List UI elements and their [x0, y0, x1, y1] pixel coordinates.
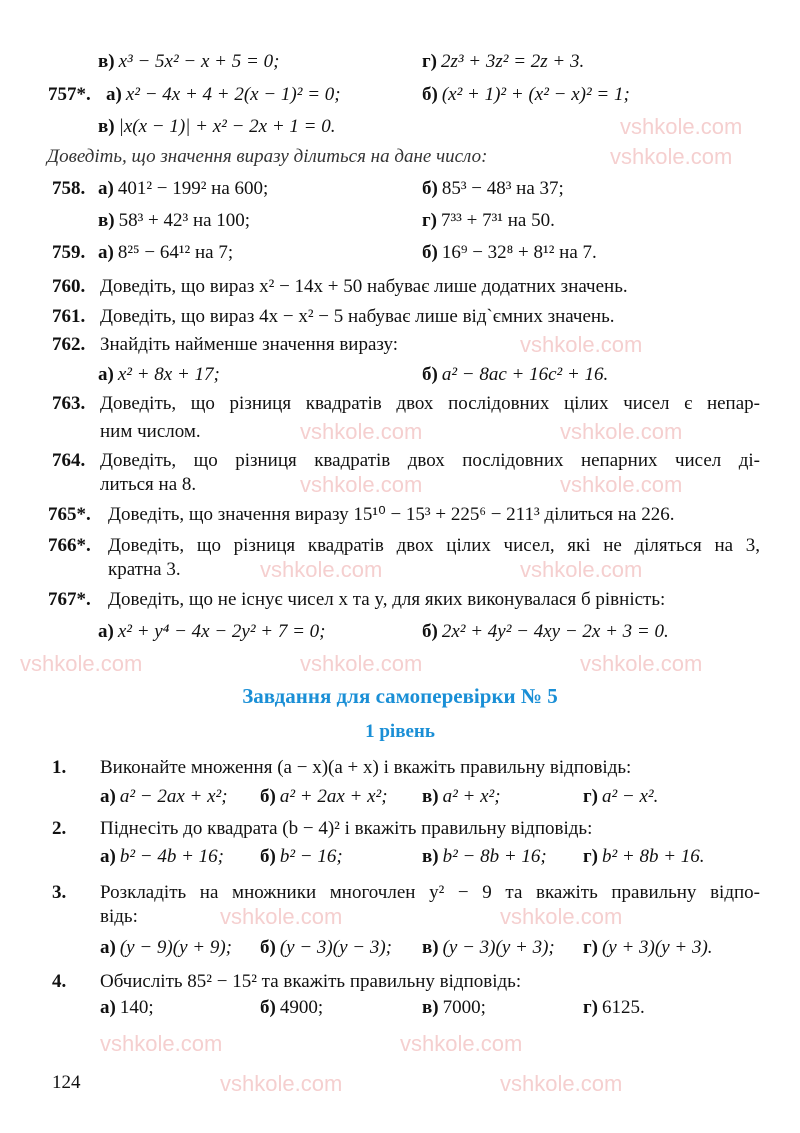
value: a² + 2ax + x²; — [279, 786, 388, 807]
value: a² − 2ax + x²; — [119, 786, 228, 807]
value: (y − 3)(y − 3); — [279, 937, 392, 958]
watermark: vshkole.com — [610, 144, 733, 169]
problem-767-a — [98, 620, 326, 644]
watermark: vshkole.com — [500, 904, 623, 929]
watermark: vshkole.com — [500, 1071, 623, 1096]
watermark: vshkole.com — [100, 1031, 223, 1056]
task-1-text: Виконайте множення (a − x)(a + x) і вкажіть правильну відповідь: — [100, 757, 632, 778]
problem-764-line1: Доведіть, що різниця квадратів двох послідовних непарних чисел ді- — [100, 450, 760, 471]
label: а) — [100, 846, 116, 867]
label: б) — [422, 178, 438, 199]
label: в) — [98, 210, 115, 231]
label: а) — [100, 997, 116, 1018]
task-1-option-a — [100, 785, 228, 809]
expression: (x² + 1)² + (x² − x)² = 1; — [441, 84, 630, 105]
task-3-option-g — [583, 936, 713, 960]
task-1-option-g — [583, 785, 658, 809]
task-4-option-a — [100, 996, 154, 1020]
label: б) — [260, 846, 276, 867]
value: (y − 3)(y + 3); — [442, 937, 555, 958]
task-number: 1. — [52, 757, 67, 778]
problem-756-g — [422, 50, 584, 74]
problem-number: 757*. — [48, 84, 91, 105]
problem-765-text: Доведіть, що значення виразу 15¹⁰ − 15³ + 225⁶ − 211³ ділиться на 226. — [108, 504, 675, 525]
problem-759-b — [422, 241, 597, 265]
task-4-text: Обчисліть 85² − 15² та вкажіть правильну відповідь: — [100, 971, 522, 992]
problem-757-b — [422, 83, 630, 107]
label: б) — [422, 364, 438, 385]
problem-758-v — [98, 209, 250, 233]
problem-761-text: Доведіть, що вираз 4x − x² − 5 набуває лише від`ємних значень. — [100, 306, 615, 327]
expression: 401² − 199² на 600; — [117, 178, 269, 199]
problem-number: 767*. — [48, 589, 91, 610]
level-title: 1 рівень — [365, 721, 435, 742]
label: а) — [98, 242, 114, 263]
watermark: vshkole.com — [220, 1071, 343, 1096]
expression: |x(x − 1)| + x² − 2x + 1 = 0. — [118, 116, 336, 137]
value: b² − 4b + 16; — [119, 846, 224, 867]
label: г) — [583, 846, 598, 867]
expression: 16⁹ − 32⁸ + 8¹² на 7. — [441, 242, 597, 263]
watermark: vshkole.com — [220, 904, 343, 929]
problem-764-line2: литься на 8. — [100, 474, 197, 495]
label: в) — [422, 937, 439, 958]
problem-number: 761. — [52, 306, 86, 327]
watermark: vshkole.com — [620, 114, 743, 139]
watermark: vshkole.com — [560, 472, 683, 497]
task-4-option-b — [260, 996, 323, 1020]
watermark: vshkole.com — [300, 651, 423, 676]
expression: 2z³ + 3z² = 2z + 3. — [440, 51, 585, 72]
problem-762-text: Знайдіть найменше значення виразу: — [100, 334, 399, 355]
problem-number: 762. — [52, 334, 86, 355]
task-4-option-v — [422, 996, 486, 1020]
label: г) — [422, 51, 437, 72]
problem-763-line2: ним числом. — [100, 421, 201, 442]
watermark: vshkole.com — [400, 1031, 523, 1056]
expression: x² − 4x + 4 + 2(x − 1)² = 0; — [125, 84, 341, 105]
problem-number: 766*. — [48, 535, 91, 556]
problem-757-v — [98, 115, 335, 139]
problem-766-line1: Доведіть, що різниця квадратів двох цілих чисел, які не діляться на 3, — [108, 535, 760, 556]
problem-762-a — [98, 363, 220, 387]
value: 6125. — [601, 997, 645, 1018]
task-3-option-a — [100, 936, 232, 960]
expression: 58³ + 42³ на 100; — [118, 210, 251, 231]
value: 7000; — [442, 997, 486, 1018]
expression: 8²⁵ − 64¹² на 7; — [117, 242, 234, 263]
problem-766-line2: кратна 3. — [108, 559, 181, 580]
problem-760-text: Доведіть, що вираз x² − 14x + 50 набуває лише додатних значень. — [100, 276, 628, 297]
value: a² − x². — [601, 786, 659, 807]
label: а) — [100, 937, 116, 958]
problem-763-line1: Доведіть, що різниця квадратів двох послідовних цілих чисел є непар- — [100, 393, 760, 414]
value: 140; — [119, 997, 154, 1018]
label: г) — [422, 210, 437, 231]
expression: x² + y⁴ − 4x − 2y² + 7 = 0; — [117, 621, 326, 642]
problem-759-a — [98, 241, 233, 265]
task-2-text: Піднесіть до квадрата (b − 4)² і вкажіть правильну відповідь: — [100, 818, 593, 839]
task-2-option-g — [583, 845, 705, 869]
expression: 85³ − 48³ на 37; — [441, 178, 564, 199]
watermark: vshkole.com — [560, 419, 683, 444]
problem-758-a — [98, 177, 268, 201]
value: a² + x²; — [442, 786, 501, 807]
problem-number: 764. — [52, 450, 86, 471]
label: а) — [106, 84, 122, 105]
watermark: vshkole.com — [300, 419, 423, 444]
problem-number: 758. — [52, 178, 86, 199]
problem-758-g — [422, 209, 555, 233]
label: а) — [98, 178, 114, 199]
task-1-option-b — [260, 785, 388, 809]
problem-number: 760. — [52, 276, 86, 297]
label: а) — [98, 364, 114, 385]
label: в) — [422, 846, 439, 867]
problem-757-a — [106, 83, 341, 107]
watermark: vshkole.com — [300, 472, 423, 497]
task-3-line1: Розкладіть на множники многочлен y² − 9 та вкажіть правильну відпо- — [100, 882, 760, 903]
watermark: vshkole.com — [520, 557, 643, 582]
label: г) — [583, 786, 598, 807]
label: б) — [260, 786, 276, 807]
label: г) — [583, 997, 598, 1018]
label: а) — [100, 786, 116, 807]
value: b² + 8b + 16. — [601, 846, 705, 867]
problem-number: 759. — [52, 242, 86, 263]
watermark: vshkole.com — [20, 651, 143, 676]
label: в) — [422, 786, 439, 807]
expression: x³ − 5x² − x + 5 = 0; — [118, 51, 280, 72]
label: б) — [422, 242, 438, 263]
label: б) — [422, 84, 438, 105]
task-number: 2. — [52, 818, 67, 839]
problem-758-b — [422, 177, 564, 201]
label: в) — [98, 51, 115, 72]
task-2-option-v — [422, 845, 547, 869]
problem-756-v — [98, 50, 279, 74]
task-number: 3. — [52, 882, 67, 903]
problem-number: 765*. — [48, 504, 91, 525]
task-4-option-g — [583, 996, 645, 1020]
instruction: Доведіть, що значення виразу ділиться на дане число: — [47, 146, 488, 167]
value: (y + 3)(y + 3). — [601, 937, 713, 958]
watermark: vshkole.com — [580, 651, 703, 676]
task-3-option-b — [260, 936, 392, 960]
section-title: Завдання для самоперевірки № 5 — [242, 684, 558, 708]
label: в) — [98, 116, 115, 137]
label: б) — [260, 937, 276, 958]
expression: x² + 8x + 17; — [117, 364, 220, 385]
task-3-option-v — [422, 936, 555, 960]
value: (y − 9)(y + 9); — [119, 937, 232, 958]
label: в) — [422, 997, 439, 1018]
label: г) — [583, 937, 598, 958]
page-number: 124 — [52, 1072, 81, 1093]
problem-767-text: Доведіть, що не існує чисел x та y, для яких виконувалася б рівність: — [108, 589, 666, 610]
problem-number: 763. — [52, 393, 86, 414]
value: b² − 8b + 16; — [442, 846, 547, 867]
task-number: 4. — [52, 971, 67, 992]
value: 4900; — [279, 997, 324, 1018]
label: б) — [260, 997, 276, 1018]
task-1-option-v — [422, 785, 501, 809]
task-3-line2: відь: — [100, 906, 138, 927]
label: б) — [422, 621, 438, 642]
problem-767-b — [422, 620, 669, 644]
watermark: vshkole.com — [520, 332, 643, 357]
expression: 2x² + 4y² − 4xy − 2x + 3 = 0. — [441, 621, 669, 642]
expression: a² − 8ac + 16c² + 16. — [441, 364, 609, 385]
label: а) — [98, 621, 114, 642]
problem-762-b — [422, 363, 608, 387]
expression: 7³³ + 7³¹ на 50. — [440, 210, 555, 231]
task-2-option-a — [100, 845, 224, 869]
watermark: vshkole.com — [260, 557, 383, 582]
value: b² − 16; — [279, 846, 343, 867]
task-2-option-b — [260, 845, 343, 869]
